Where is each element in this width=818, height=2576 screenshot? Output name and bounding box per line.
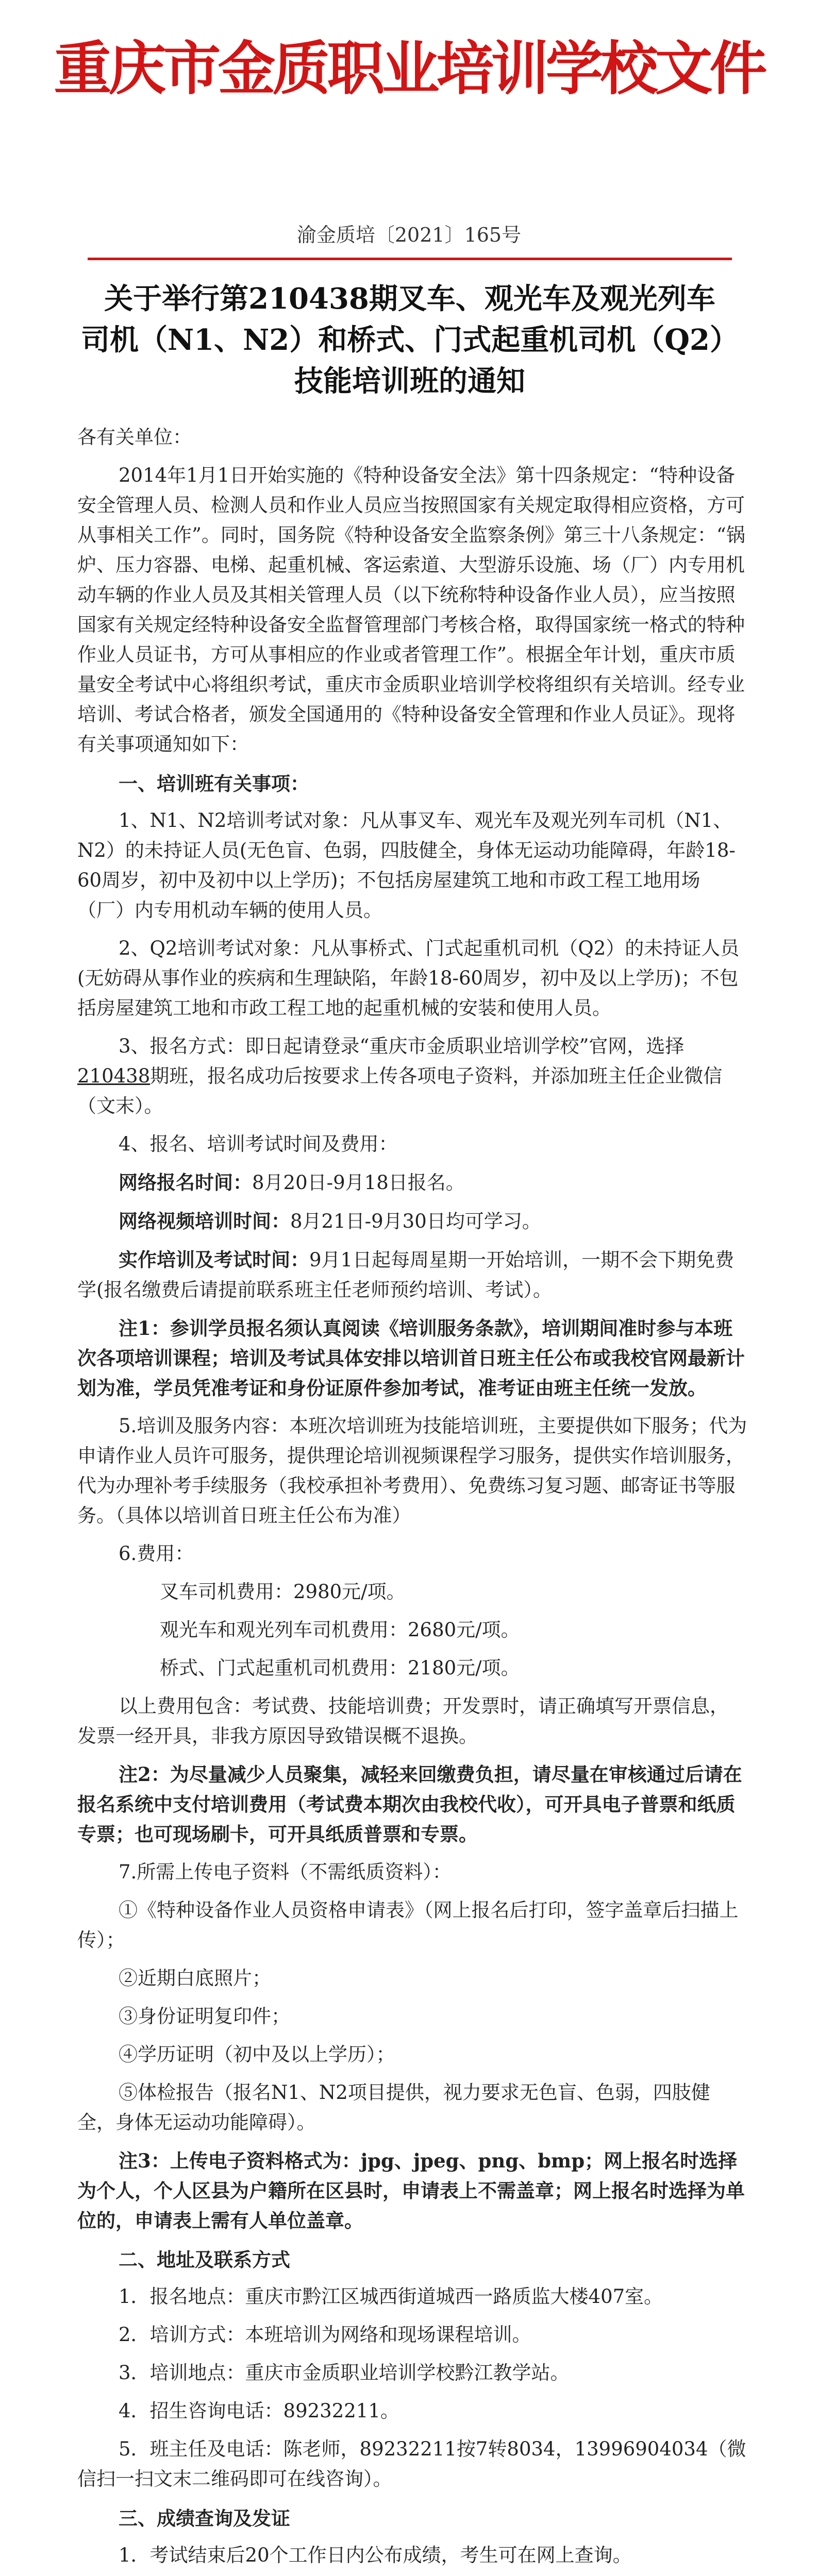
n1-n2-target: 1、N1、N2培训考试对象：凡从事叉车、观光车及观光列车司机（N1、N2）的未持证人员(无色盲、色弱，四肢健全，身体无运动功能障碍，年龄18-60周岁，初中及初中以上学历)；不包括房屋建筑工地和市政工程工地用场（厂）内专用机动车辆的使用人员。	[77, 809, 736, 921]
fee-sightseeing: 观光车和观光列车司机费用：2680元/项。	[160, 1619, 520, 1641]
notice-title	[77, 278, 742, 402]
material-item: ③身份证明复印件；	[119, 2005, 290, 2027]
salutation: 各有关单位：	[77, 426, 192, 448]
section-heading-3: 三、成绩查询及发证	[119, 2507, 290, 2530]
registration-method: 3、报名方式：即日起请登录“重庆市金质职业培训学校”官网，选择210438期班，报名成功后按要求上传各项电子资料，并添加班主任企业微信（文末）。	[77, 1035, 723, 1117]
q2-target: 2、Q2培训考试对象：凡从事桥式、门式起重机司机（Q2）的未持证人员(无妨碍从事作业的疾病和生理缺陷，年龄18-60周岁，初中及以上学历)；不包括房屋建筑工地和市政工程工地的起重机械的安装和使用人员。	[77, 937, 740, 1019]
section-heading-1: 一、培训班有关事项：	[119, 772, 309, 795]
material-item: ②近期白底照片；	[119, 1967, 271, 1989]
fees-heading: 6.费用：	[119, 1543, 194, 1565]
result-item: 1．考试结束后20个工作日内公布成绩，考生可在网上查询。	[119, 2544, 632, 2566]
materials-heading: 7.所需上传电子资料（不需纸质资料）：	[119, 1861, 452, 1883]
title-line: 关于举行第210438期叉车、观光车及观光列车	[104, 282, 715, 316]
red-divider	[88, 258, 732, 260]
video-training-time: 网络视频培训时间：8月21日-9月30日均可学习。	[119, 1210, 541, 1232]
fee-includes: 以上费用包含：考试费、技能培训费；开发票时，请正确填写开票信息，发票一经开具，非我方原因导致错误概不退换。	[77, 1695, 729, 1747]
class-code: 210438	[77, 1065, 151, 1087]
address-item: 3．培训地点：重庆市金质职业培训学校黔江教学站。	[119, 2362, 570, 2384]
note-1: 注1：参训学员报名须认真阅读《培训服务条款》，培训期间准时参与本班次各项培训课程；培训及考试具体安排以培训首日班主任公布或我校官网最新计划为准，学员凭准考证和身份证原件参加考试，准考证由班主任统一发放。	[77, 1317, 745, 1399]
section-heading-2: 二、地址及联系方式	[119, 2248, 290, 2271]
notice-body	[77, 422, 747, 2576]
online-registration-time: 网络报名时间：8月20日-9月18日报名。	[119, 1171, 465, 1194]
schedule-heading: 4、报名、培训考试时间及费用：	[119, 1133, 398, 1155]
address-item: 5．班主任及电话：陈老师，89232211按7转8034，13996904034（微信扫一扫文末二维码即可在线咨询）。	[77, 2438, 746, 2490]
document-number: 渝金质培〔2021〕165号	[296, 224, 522, 246]
address-item: 4．招生咨询电话：89232211。	[119, 2400, 399, 2422]
material-item: ⑤体检报告（报名N1、N2项目提供，视力要求无色盲、色弱，四肢健全，身体无运动功能障碍）。	[77, 2081, 710, 2133]
masthead-title: 重庆市金质职业培训学校文件	[54, 36, 764, 103]
note-3: 注3：上传电子资料格式为：jpg、jpeg、png、bmp；网上报名时选择为个人，个人区县为户籍所在区县时，申请表上不需盖章；网上报名时选择为单位的，申请表上需有人单位盖章。	[77, 2149, 745, 2232]
material-item: ①《特种设备作业人员资格申请表》（网上报名后打印，签字盖章后扫描上传）；	[77, 1899, 739, 1951]
intro-paragraph: 2014年1月1日开始实施的《特种设备安全法》第十四条规定：“特种设备安全管理人员、检测人员和作业人员应当按照国家有关规定取得相应资格，方可从事相关工作”。同时，国务院《特种设备安全监察条例》第三十八条规定：“锅炉、压力容器、电梯、起重机械、客运索道、大型游乐设施、场（厂）内专用机动车辆的作业人员及其相关管理人员（以下统称特种设备作业人员），应当按照国家有关规定经特种设备安全监督管理部门考核合格，取得国家统一格式的特种作业人员证书，方可从事相应的作业或者管理工作”。根据全年计划，重庆市质量安全考试中心将组织考试，重庆市金质职业培训学校将组织有关培训。经专业培训、考试合格者，颁发全国通用的《特种设备安全管理和作业人员证》。现将有关事项通知如下：	[77, 464, 745, 755]
material-item: ④学历证明（初中及以上学历）；	[119, 2043, 395, 2065]
address-item: 1．报名地点：重庆市黔江区城西街道城西一路质监大楼407室。	[119, 2285, 663, 2308]
fee-crane: 桥式、门式起重机司机费用：2180元/项。	[160, 1657, 520, 1679]
practical-training-time: 实作培训及考试时间：9月1日起每周星期一开始培训，一期不会下期免费学(报名缴费后请提前联系班主任老师预约培训、考试）。	[77, 1248, 734, 1301]
address-item: 2．培训方式：本班培训为网络和现场课程培训。	[119, 2324, 531, 2346]
note-2: 注2：为尽量减少人员聚集，减轻来回缴费负担，请尽量在审核通过后请在报名系统中支付培训费用（考试费本期次由我校代收），可开具电子普票和纸质专票；也可现场刷卡，可开具纸质普票和专票。	[77, 1763, 742, 1845]
service-content: 5.培训及服务内容：本班次培训班为技能培训班，主要提供如下服务；代为申请作业人员许可服务，提供理论培训视频课程学习服务，提供实作培训服务，代为办理补考手续服务（我校承担补考费用）、免费练习复习题、邮寄证书等服务。（具体以培训首日班主任公布为准）	[77, 1415, 747, 1527]
fee-forklift: 叉车司机费用：2980元/项。	[160, 1581, 406, 1603]
title-line: 司机（N1、N2）和桥式、门式起重机司机（Q2）	[80, 323, 739, 357]
title-line: 技能培训班的通知	[294, 364, 525, 398]
